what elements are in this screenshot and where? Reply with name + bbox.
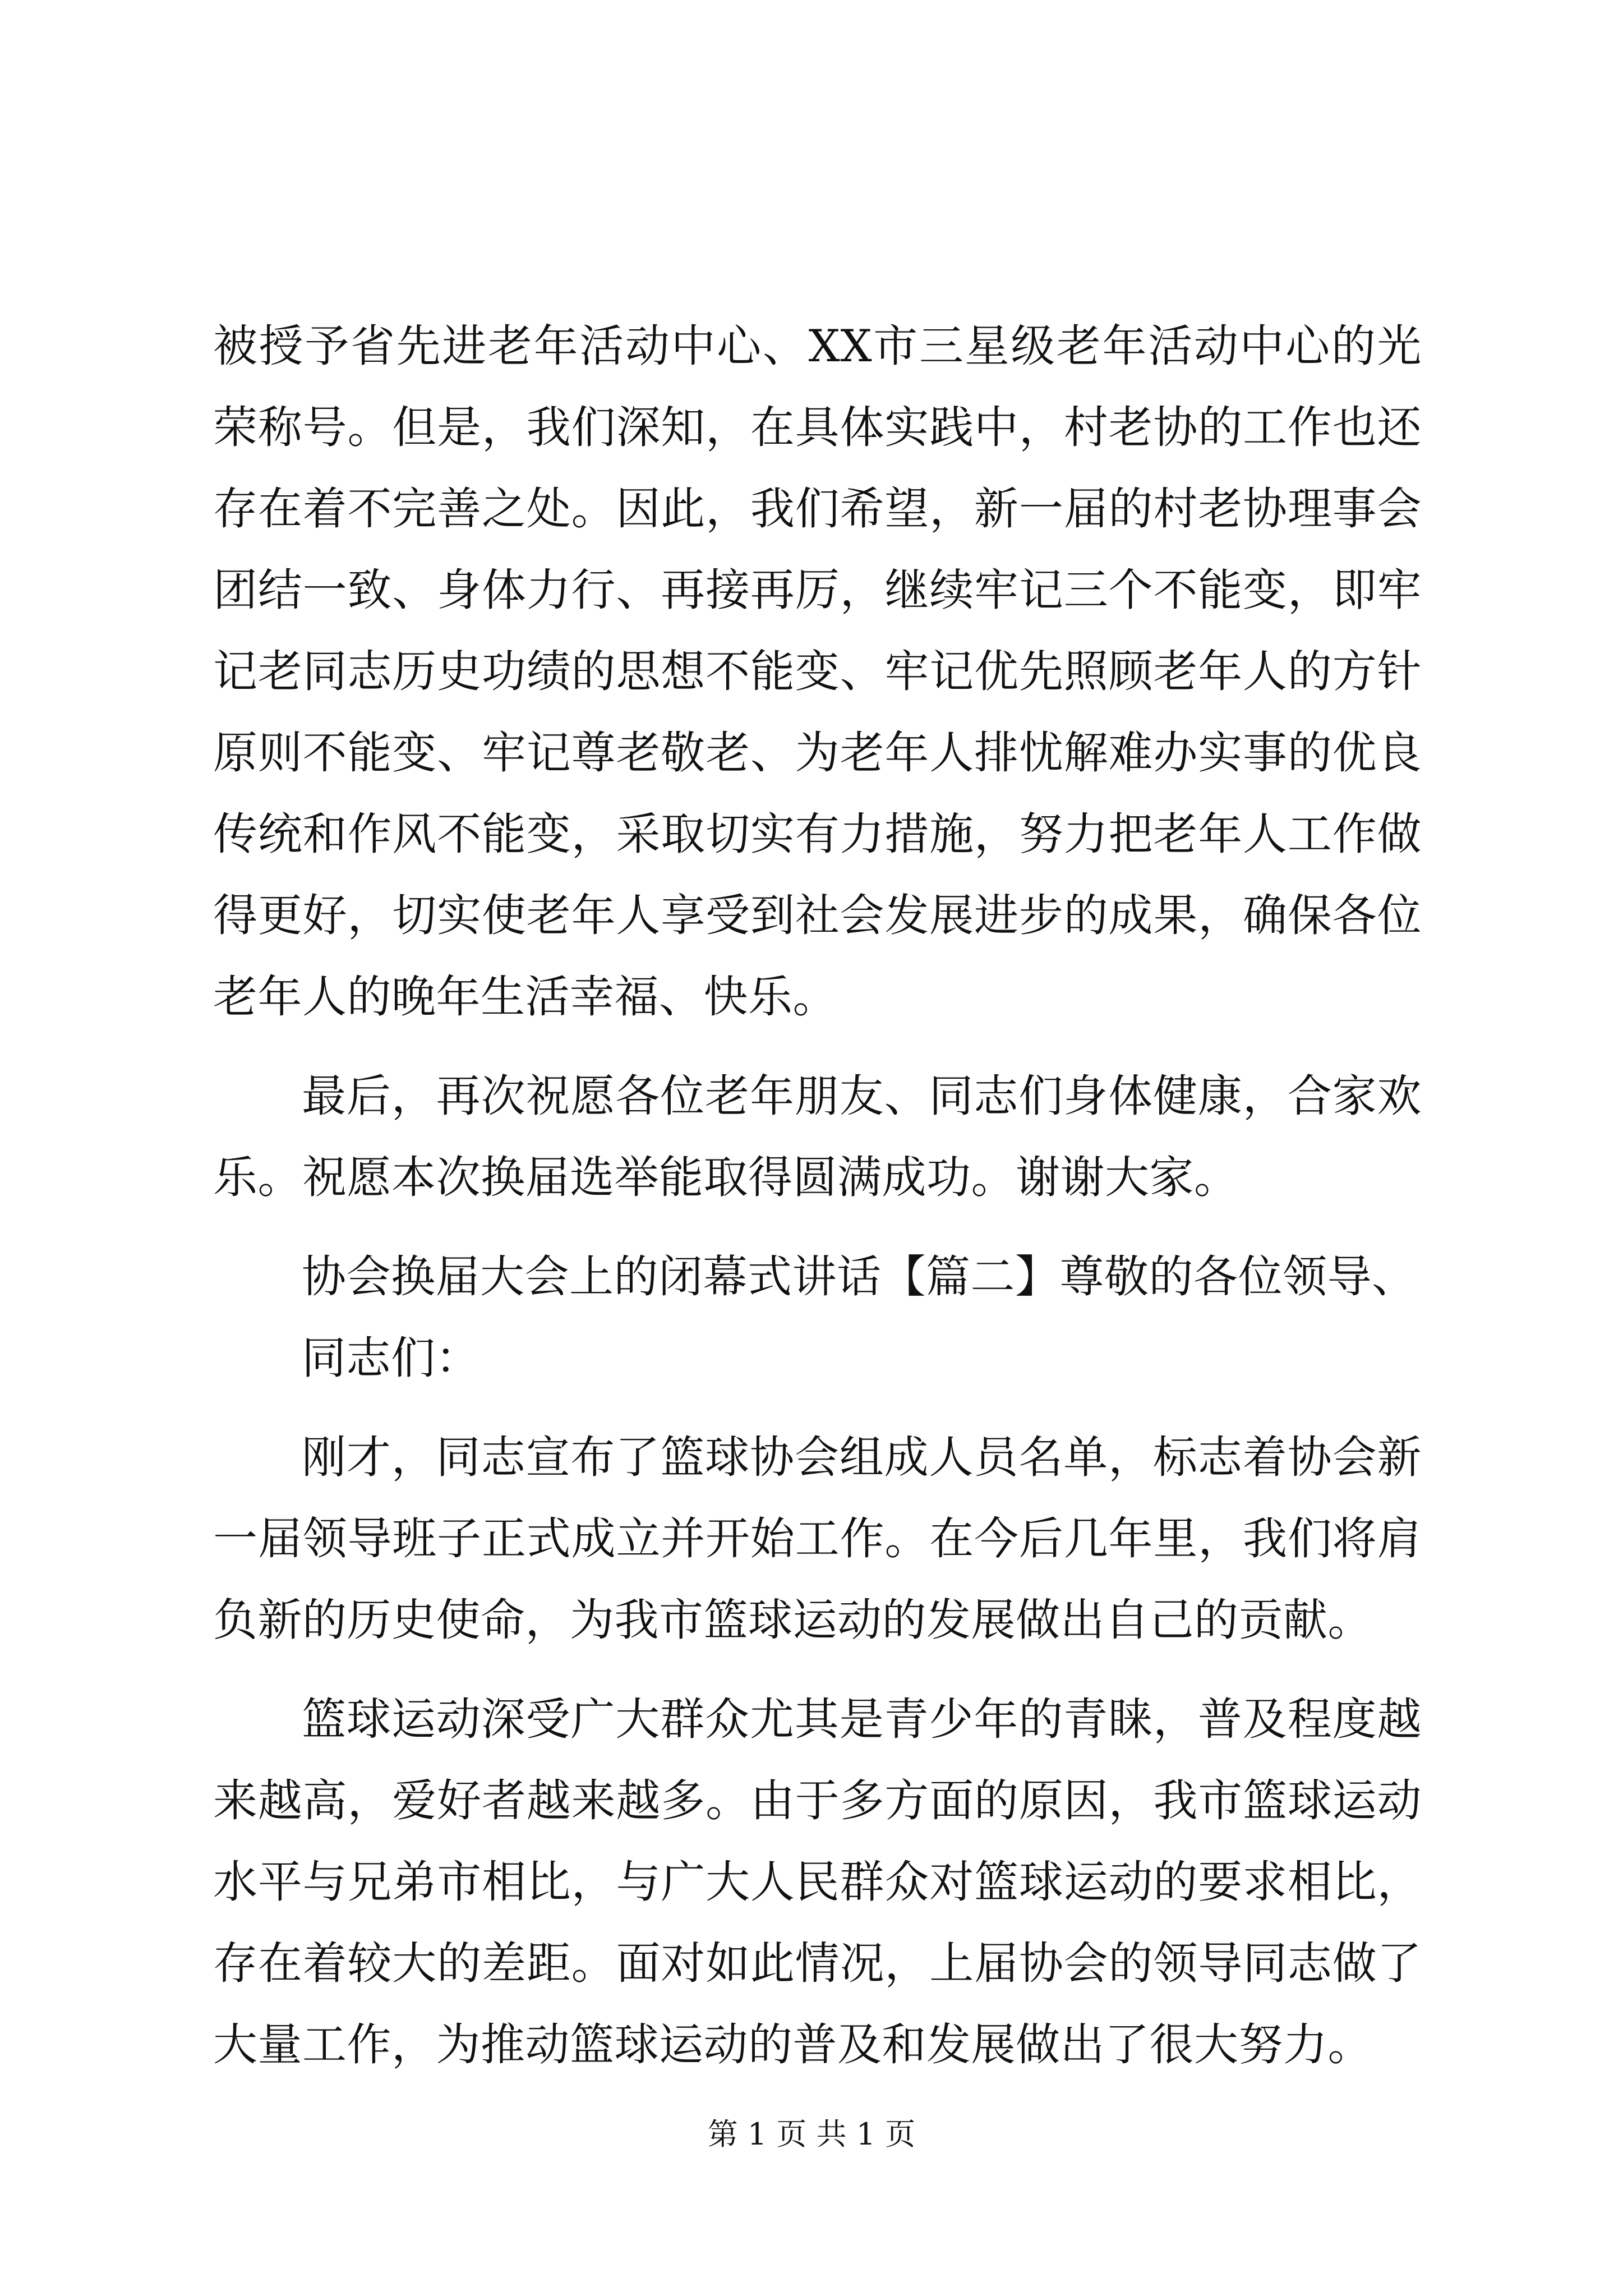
paragraph-closing-wishes: 最后，再次祝愿各位老年朋友、同志们身体健康，合家欢乐。祝愿本次换届选举能取得圆满成功。谢谢大家。 [213,1070,1422,1203]
paragraph-continuation: 被授予省先进老年活动中心、XX市三星级老年活动中心的光荣称号。但是，我们深知，在具体实践中，村老协的工作也还存在着不完善之处。因此，我们希望，新一届的村老协理事会团结一致、身体力行、再接再厉，继续牢记三个不能变，即牢记老同志历史功绩的思想不能变、牢记优先照顾老年人的方针原则不能变、牢记尊老敬老、为老年人排忧解难办实事的优良传统和作风不能变，采取切实有力措施，努力把老年人工作做得更好，切实使老年人享受到社会发展进步的成果，确保各位老年人的晚年生活幸福、快乐。 [213,320,1422,1023]
paragraph-basketball-status: 篮球运动深受广大群众尤其是青少年的青睐，普及程度越来越高，爱好者越来越多。由于多方面的原因，我市篮球运动水平与兄弟市相比，与广大人民群众对篮球运动的要求相比，存在着较大的差距。面对如此情况，上届协会的领导同志做了大量工作，为推动篮球运动的普及和发展做出了很大努力。 [213,1694,1422,2070]
salutation: 同志们： [302,1332,480,1384]
document-body [213,306,1422,2104]
section-heading-part-two: 协会换届大会上的闭幕式讲话【篇二】尊敬的各位领导、 [302,1251,1417,1303]
page-number-footer: 第 1 页 共 1 页 [707,2116,916,2152]
paragraph-announcement: 刚才，同志宣布了篮球协会组成人员名单，标志着协会新一届领导班子正式成立并开始工作。在今后几年里，我们将肩负新的历史使命，为我市篮球运动的发展做出自己的贡献。 [213,1432,1422,1646]
